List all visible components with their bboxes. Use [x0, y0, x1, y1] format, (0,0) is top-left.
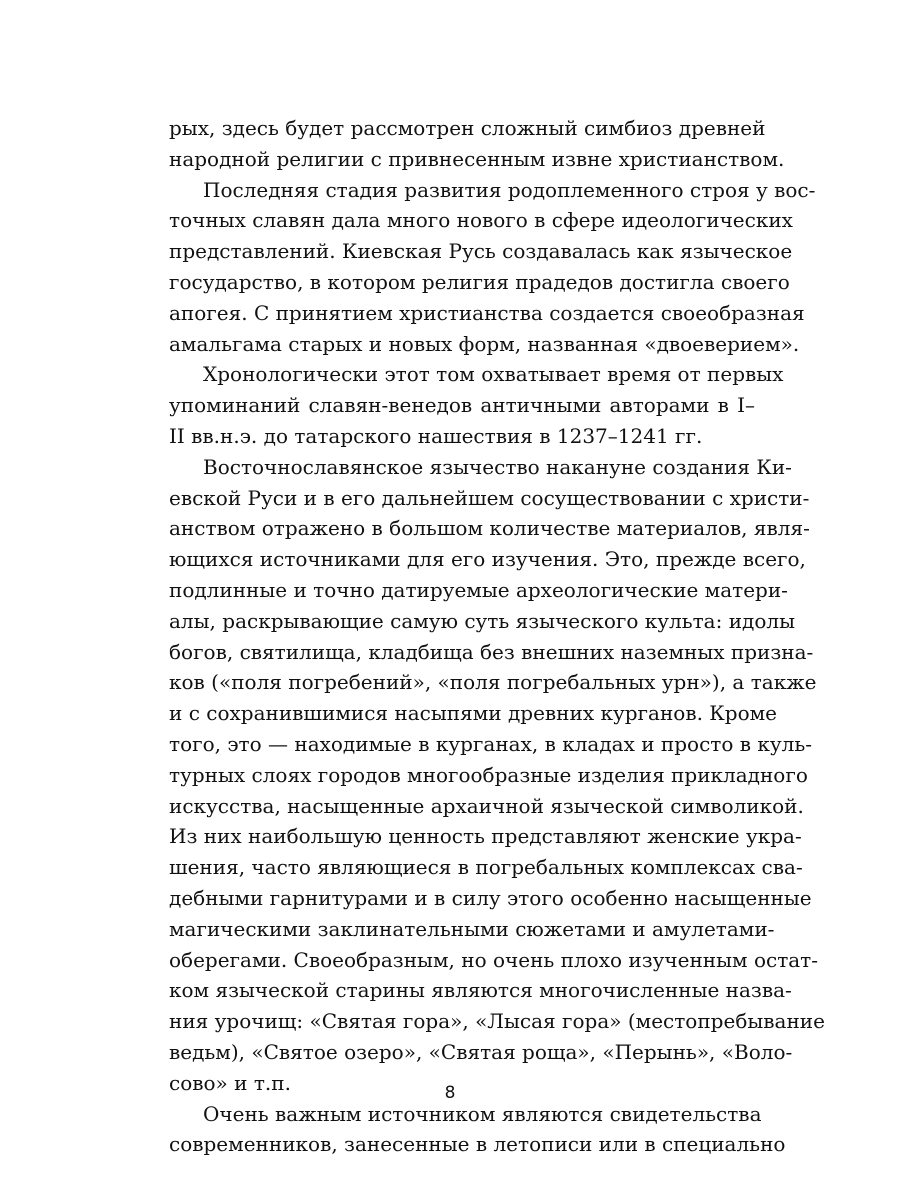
paragraph-4	[169, 452, 825, 1099]
text-line: шения, часто являющиеся в погребальных комплексах сва-	[169, 855, 803, 880]
text-line: представлений. Киевская Русь создавалась как языческое	[169, 239, 793, 264]
text-line: алы, раскрывающие самую суть языческого культа: идолы	[169, 608, 795, 633]
text-line: современников, занесенные в летописи или в специально	[169, 1132, 786, 1157]
text-line: ющихся источниками для его изучения. Это, прежде всего,	[169, 547, 806, 572]
text-line: народной религии с привнесенным извне христианством.	[169, 146, 785, 171]
text-line: ведьм), «Святое озеро», «Святая роща», «Перынь», «Воло-	[169, 1039, 793, 1064]
text-line: рых, здесь будет рассмотрен сложный симбиоз древней	[169, 116, 766, 140]
text-line: турных слоях городов многообразные изделия прикладного	[169, 762, 808, 787]
body-text	[169, 113, 825, 1160]
paragraph-1	[169, 113, 785, 175]
text-line: апогея. С принятием христианства создается своеобразная	[169, 300, 805, 325]
text-line: государство, в котором религия прадедов достигла своего	[169, 269, 790, 294]
text-line: ния урочищ: «Святая гора», «Лысая гора» (местопребывание	[169, 1009, 825, 1034]
text-line: евской Руси и в его дальнейшем сосуществовании с христи-	[169, 485, 810, 510]
text-line: анством отражено в большом количестве материалов, явля-	[169, 516, 810, 541]
text-line: магическими заклинательными сюжетами и амулетами-	[169, 916, 775, 941]
text-line: сово» и т.п.	[169, 1070, 291, 1095]
text-line: и с сохранившимися насыпями древних курганов. Кроме	[169, 701, 778, 726]
text-line: того, это — находимые в курганах, в кладах и просто в куль-	[169, 731, 812, 756]
text-line: упоминаний славян-венедов античными авторами в I–	[169, 393, 755, 418]
text-line: Очень важным источником являются свидетельства	[203, 1101, 762, 1126]
paragraph-2	[169, 175, 816, 360]
text-line: Хронологически этот том охватывает время от первых	[203, 362, 784, 387]
paragraph-5	[169, 1099, 786, 1161]
text-line: подлинные и точно датируемые археологические матери-	[169, 577, 788, 602]
text-line: ков («поля погребений», «поля погребальных урн»), а также	[169, 670, 817, 695]
text-line: амальгама старых и новых форм, названная «двоеверием».	[169, 331, 800, 356]
text-line: ком языческой старины являются многочисленные назва-	[169, 978, 792, 1003]
page-number: 8	[444, 1083, 456, 1103]
text-line: II вв.н.э. до татарского нашествия в 1237–1241 гг.	[169, 423, 703, 448]
text-line: Восточнославянское язычество накануне создания Ки-	[203, 454, 792, 479]
text-line: богов, святилища, кладбища без внешних наземных призна-	[169, 639, 814, 664]
text-line: Последняя стадия развития родоплеменного строя у вос-	[203, 177, 816, 202]
text-line: искусства, насыщенные архаичной языческой символикой.	[169, 793, 804, 818]
paragraph-3	[169, 359, 784, 451]
text-line: точных славян дала много нового в сфере идеологических	[169, 208, 793, 233]
text-line: оберегами. Своеобразным, но очень плохо изученным остат-	[169, 947, 819, 972]
text-line: дебными гарнитурами и в силу этого особенно насыщенные	[169, 885, 812, 910]
text-line: Из них наибольшую ценность представляют женские укра-	[169, 824, 802, 849]
